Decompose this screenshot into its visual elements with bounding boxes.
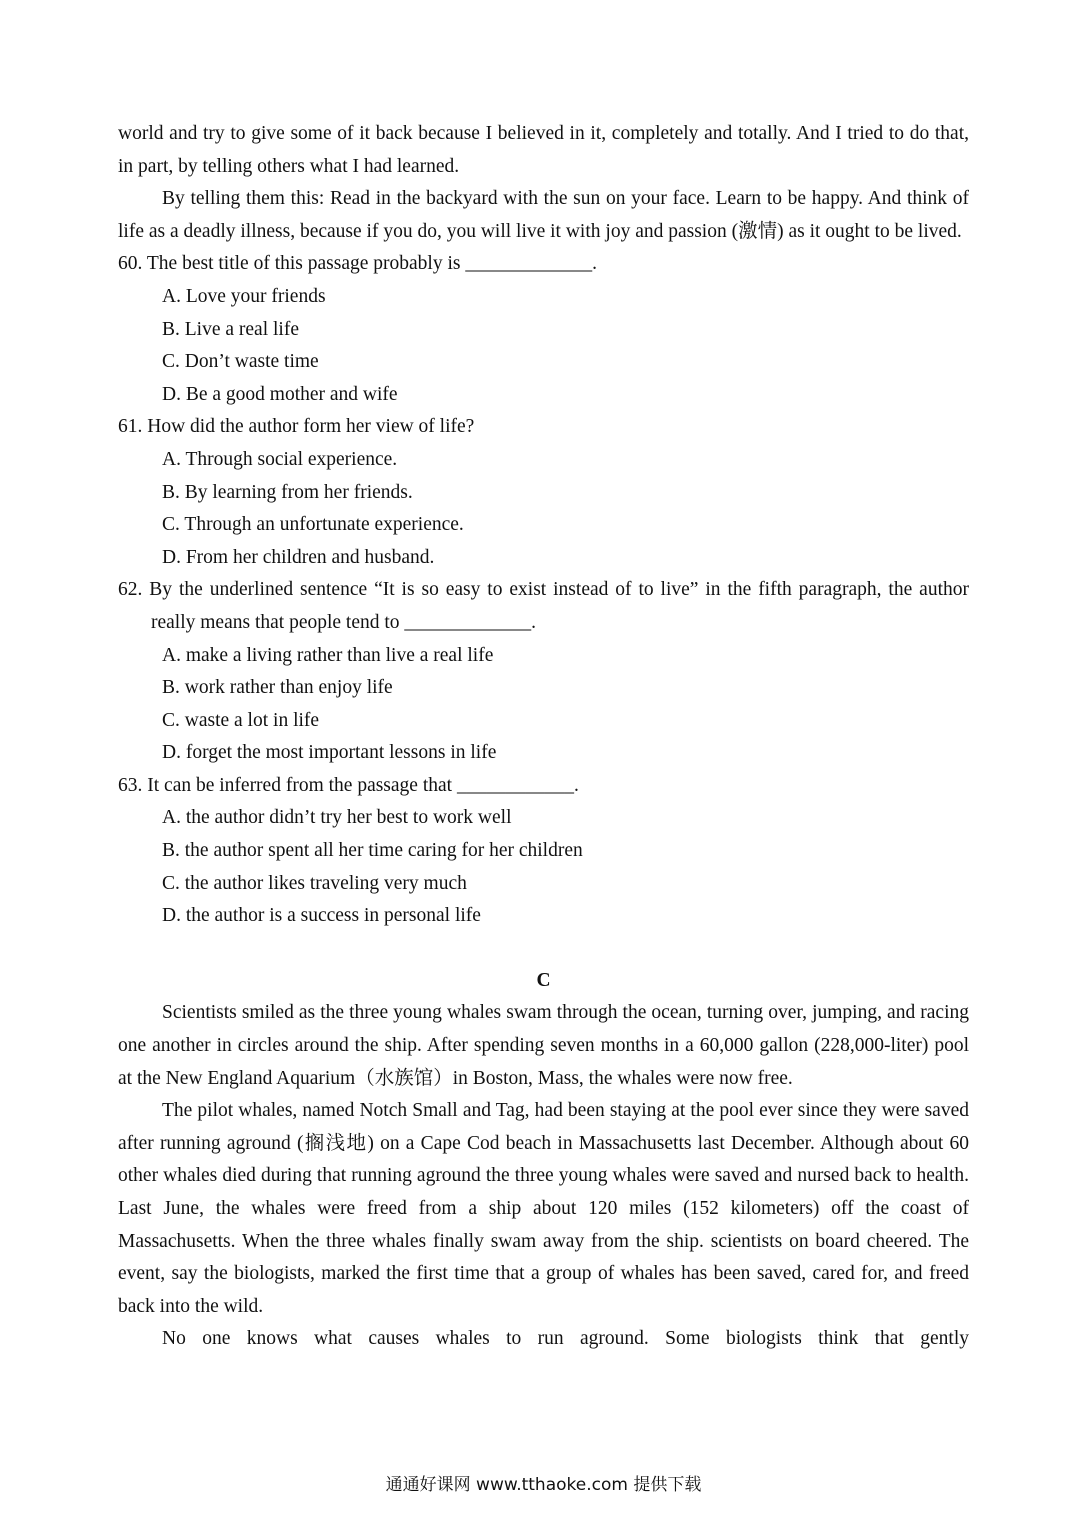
option-b: B. work rather than enjoy life — [162, 677, 393, 699]
option-d: D. From her children and husband. — [162, 546, 435, 568]
option-list — [118, 640, 969, 770]
page-content — [118, 118, 969, 1356]
option-b: B. the author spent all her time caring for her children — [162, 840, 583, 862]
question-stem: 62. By the underlined sentence “It is so easy to exist instead of to live” in the fifth paragraph, the author really means that people tend to _____________. — [118, 579, 969, 633]
question-62 — [118, 574, 969, 770]
option-c: C. Through an unfortunate experience. — [162, 514, 464, 536]
passage-paragraph: Scientists smiled as the three young whales swam through the ocean, turning over, jumping, and racing one another in circles around the ship. After spending seven months in a 60,000 gallon (228,000-liter) pool at the New England Aquarium（水族馆）in Boston, Mass, the whales were now free. — [118, 1002, 969, 1089]
option-c: C. Don’t waste time — [162, 351, 319, 373]
section-heading: C — [536, 969, 551, 991]
question-stem: 61. How did the author form her view of life? — [118, 416, 475, 438]
option-list — [118, 281, 969, 411]
question-63 — [118, 770, 969, 933]
option-c: C. the author likes traveling very much — [162, 872, 467, 894]
option-d: D. the author is a success in personal life — [162, 905, 481, 927]
question-stem: 60. The best title of this passage probably is _____________. — [118, 253, 597, 275]
option-d: D. forget the most important lessons in life — [162, 742, 497, 764]
passage-paragraph: By telling them this: Read in the backyard with the sun on your face. Learn to be happy. And think of life as a deadly illness, because if you do, you will live it with joy and passion (激情) as it ought to be lived. — [118, 188, 969, 242]
option-list — [118, 802, 969, 932]
question-stem: 63. It can be inferred from the passage that ____________. — [118, 774, 579, 796]
option-a: A. the author didn’t try her best to work well — [162, 807, 512, 829]
question-61 — [118, 411, 969, 574]
page-footer: 通通好课网 www.tthaoke.com 提供下载 — [385, 1475, 702, 1495]
option-a: A. Love your friends — [162, 285, 326, 307]
option-b: B. By learning from her friends. — [162, 481, 413, 503]
option-a: A. Through social experience. — [162, 448, 398, 470]
passage-paragraph: No one knows what causes whales to run aground. Some biologists think that gently — [162, 1328, 969, 1350]
option-a: A. make a living rather than live a real life — [162, 644, 494, 666]
passage-paragraph: world and try to give some of it back because I believed in it, completely and totally. And I tried to do that, in part, by telling others what I had learned. — [118, 123, 969, 177]
option-b: B. Live a real life — [162, 318, 299, 340]
question-60 — [118, 248, 969, 411]
option-d: D. Be a good mother and wife — [162, 383, 398, 405]
passage-paragraph: The pilot whales, named Notch Small and Tag, had been staying at the pool ever since they were saved after running aground (搁浅地) on a Cape Cod beach in Massachusetts last December. Although about 60 other whales died during that running aground the three young whales were saved and nursed back to health. Last June, the whales were freed from a ship about 120 miles (152 kilometers) off the coast of Massachusetts. When the three whales finally swam away from the ship. scientists on board cheered. The event, say the biologists, marked the first time that a group of whales has been saved, cared for, and freed back into the wild. — [118, 1100, 969, 1317]
option-list — [118, 444, 969, 574]
option-c: C. waste a lot in life — [162, 709, 320, 731]
